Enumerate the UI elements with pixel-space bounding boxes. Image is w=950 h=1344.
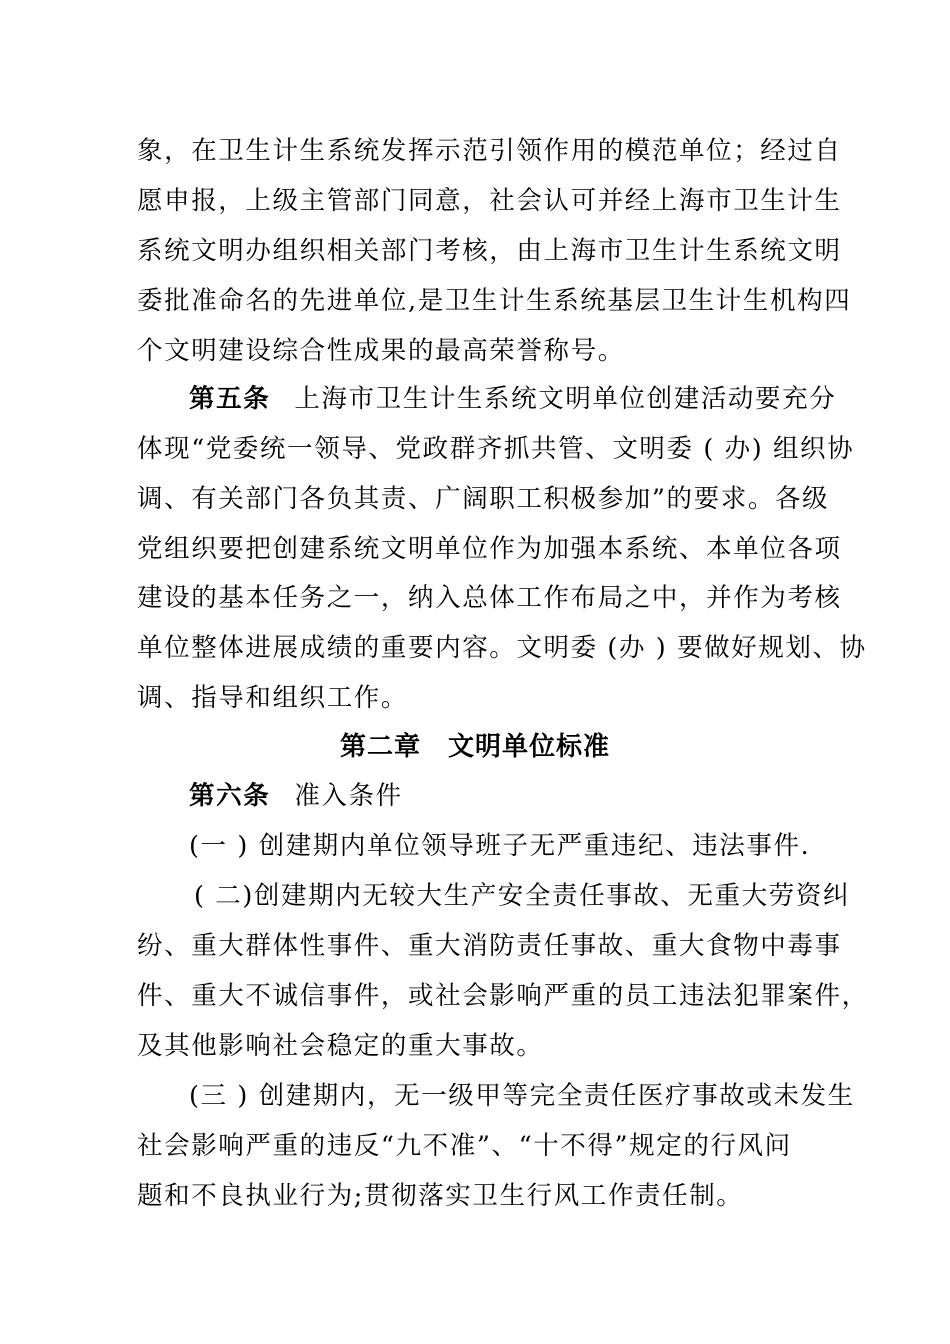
paragraph-line: 建设的基本任务之一，纳入总体工作布局之中，并作为考核 bbox=[137, 583, 842, 613]
paragraph-line: 体现“党委统一领导、党政群齐抓共管、文明委 ( 办) 组织协 bbox=[137, 434, 855, 464]
paragraph-line: 愿申报，上级主管部门同意，社会认可并经上海市卫生计生 bbox=[137, 186, 842, 216]
article-6-label: 第六条 bbox=[189, 781, 271, 811]
paragraph-line: 党组织要把创建系统文明单位作为加强本系统、本单位各项 bbox=[137, 534, 842, 564]
chapter-heading: 第二章 文明单位标准 bbox=[339, 732, 610, 762]
paragraph-line: 及其他影响社会稳定的重大事故。 bbox=[137, 1031, 544, 1061]
item-3-first-line: (三 ) 创建期内，无一级甲等完全责任医疗事故或未发生 bbox=[189, 1081, 855, 1111]
article-5-label: 第五条 bbox=[189, 384, 271, 414]
paragraph-line: 委批准命名的先进单位,是卫生计生系统基层卫生计生机构四 bbox=[137, 286, 852, 316]
paragraph-line: 调、有关部门各负其责、广阔职工积极参加”的要求。各级 bbox=[137, 484, 830, 514]
paragraph-line: 单位整体进展成绩的重要内容。文明委 (办 ) 要做好规划、协 bbox=[137, 633, 867, 663]
article-5-first-line bbox=[189, 383, 839, 415]
article-6-line bbox=[189, 780, 839, 812]
paragraph-line: 纷、重大群体性事件、重大消防责任事故、重大食物中毒事 bbox=[137, 931, 842, 961]
paragraph-line: 象，在卫生计生系统发挥示范引领作用的模范单位；经过自 bbox=[137, 136, 842, 166]
paragraph-line: 个文明建设综合性成果的最高荣誉称号。 bbox=[137, 336, 625, 366]
article-6-text: 准入条件 bbox=[294, 781, 403, 811]
article-5-text: 上海市卫生计生系统文明单位创建活动要充分 bbox=[294, 384, 837, 414]
item-1-line: (一 ) 创建期内单位领导班子无严重违纪、违法事件. bbox=[189, 831, 811, 861]
paragraph-line: 件、重大不诚信事件，或社会影响严重的员工违法犯罪案件， bbox=[137, 981, 869, 1011]
paragraph-line: 社会影响严重的违反“九不准”、“十不得”规定的行风问 bbox=[137, 1131, 792, 1161]
paragraph-line: 调、指导和组织工作。 bbox=[137, 683, 409, 713]
item-2-first-line: ( 二)创建期内无较大生产安全责任事故、无重大劳资纠 bbox=[194, 881, 851, 911]
paragraph-line: 系统文明办组织相关部门考核，由上海市卫生计生系统文明 bbox=[137, 236, 842, 266]
paragraph-line: 题和不良执业行为;贯彻落实卫生行风工作责任制。 bbox=[137, 1181, 744, 1211]
